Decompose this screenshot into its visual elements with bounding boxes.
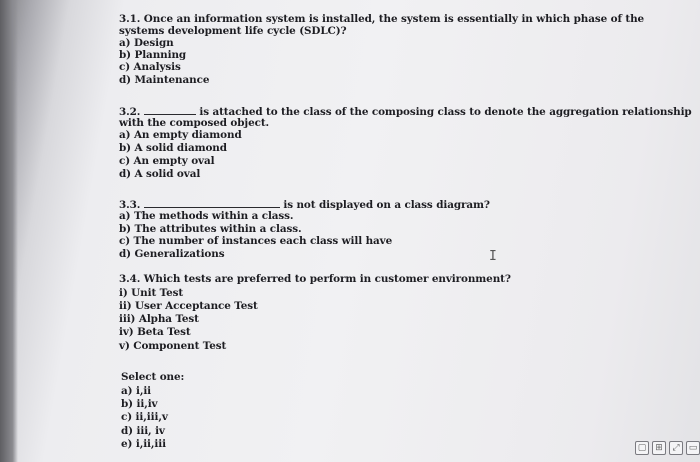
q3-option-b[interactable]: b) The attributes within a class. xyxy=(119,223,302,235)
q4-text-line1: 3.4. Which tests are preferred to perform in customer environment? xyxy=(119,273,511,285)
q1-option-d[interactable]: d) Maintenance xyxy=(119,74,210,86)
q4-item-1: i) Unit Test xyxy=(119,287,184,299)
q1-option-b[interactable]: b) Planning xyxy=(119,49,187,61)
q3-option-d[interactable]: d) Generalizations xyxy=(119,248,225,260)
q3-text-rest: is not displayed on a class diagram? xyxy=(283,199,490,211)
q2-option-b[interactable]: b) A solid diamond xyxy=(119,142,227,154)
q2-blank xyxy=(144,105,196,115)
select-one-label: Select one: xyxy=(121,371,185,383)
q1-text-line2: systems development life cycle (SDLC)? xyxy=(119,25,347,37)
q2-option-c[interactable]: c) An empty oval xyxy=(119,155,215,167)
app-icon[interactable]: ▢ xyxy=(635,441,649,455)
q4-option-d[interactable]: d) iii, iv xyxy=(121,425,165,437)
q3-blank xyxy=(144,198,280,208)
expand-icon[interactable]: ⤢ xyxy=(669,441,683,455)
chat-icon[interactable]: ▭ xyxy=(686,441,700,455)
text-cursor-icon: I xyxy=(489,249,497,264)
q4-item-5: v) Component Test xyxy=(119,340,227,352)
q2-number: 3.2. xyxy=(119,106,141,118)
q4-item-3: iii) Alpha Test xyxy=(119,313,199,325)
q4-option-a[interactable]: a) i,ii xyxy=(121,385,152,397)
q1-option-c[interactable]: c) Analysis xyxy=(119,61,181,73)
q1-text-line1: 3.1. Once an information system is installed, the system is essentially in which phase of the xyxy=(119,13,645,25)
q4-item-2: ii) User Acceptance Test xyxy=(119,300,258,312)
window-icon[interactable]: ⊞ xyxy=(652,441,666,455)
q3-number: 3.3. xyxy=(119,199,141,211)
q4-item-4: iv) Beta Test xyxy=(119,326,191,338)
q2-text-rest: is attached to the class of the composing class to denote the aggregation relationship xyxy=(199,106,692,118)
q4-option-b[interactable]: b) ii,iv xyxy=(121,398,158,410)
q4-option-c[interactable]: c) ii,iii,v xyxy=(121,411,168,423)
q2-text-line2: with the composed object. xyxy=(119,117,270,129)
q3-option-c[interactable]: c) The number of instances each class will have xyxy=(119,235,393,247)
q3-option-a[interactable]: a) The methods within a class. xyxy=(119,210,294,222)
q1-option-a[interactable]: a) Design xyxy=(119,37,174,49)
taskbar-tray xyxy=(635,441,700,459)
q2-option-d[interactable]: d) A solid oval xyxy=(119,168,201,180)
q2-option-a[interactable]: a) An empty diamond xyxy=(119,129,242,141)
q4-option-e[interactable]: e) i,ii,iii xyxy=(121,438,166,450)
